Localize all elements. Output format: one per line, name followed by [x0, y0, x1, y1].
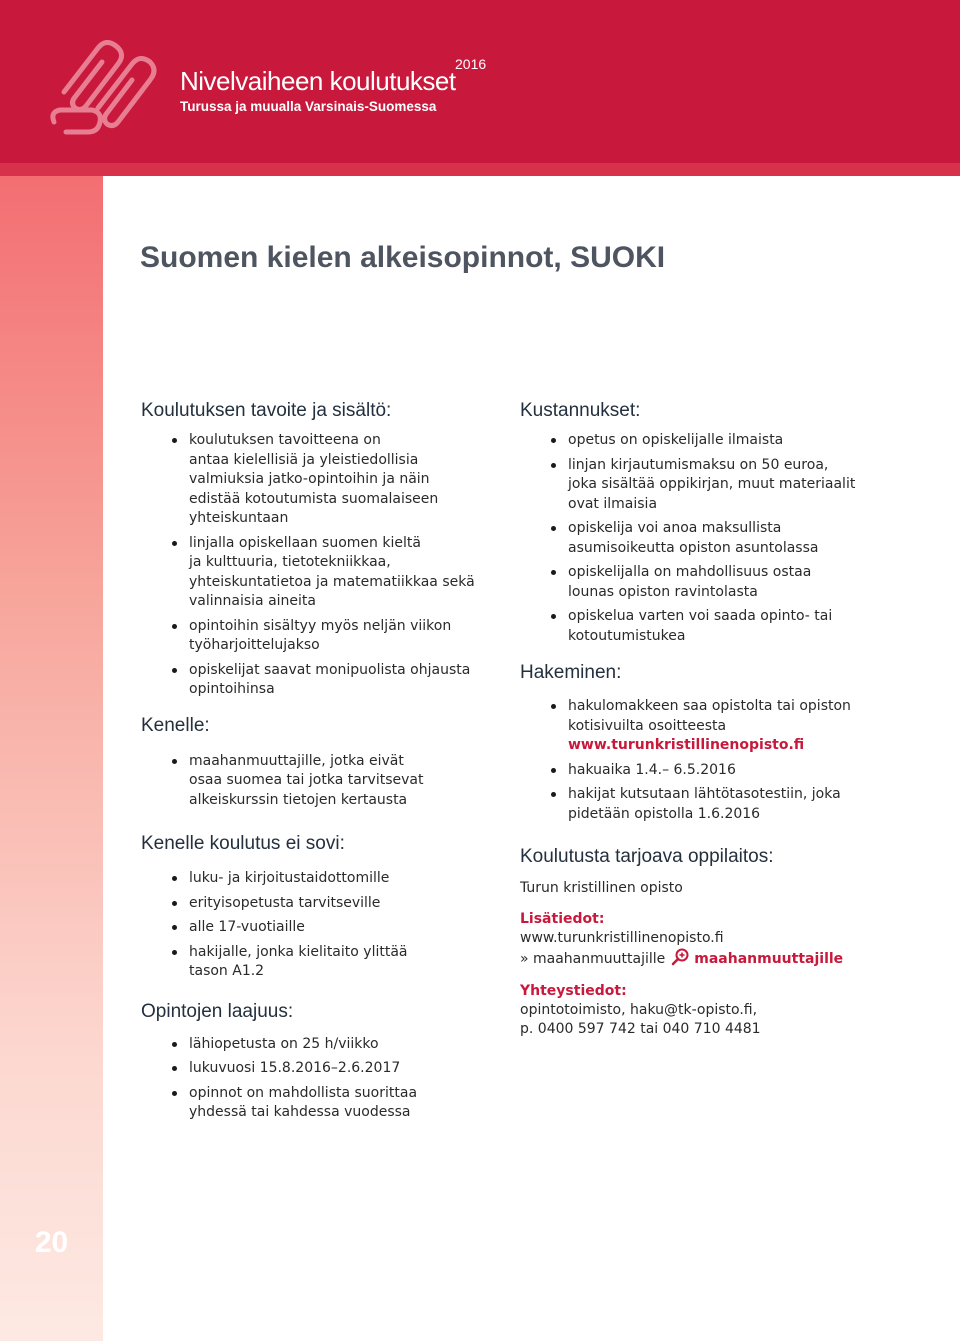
- contact-line-2: p. 0400 597 742 tai 040 710 4481: [520, 1021, 761, 1037]
- not-for-heading: Kenelle koulutus ei sovi:: [141, 833, 345, 854]
- list-item-line: hakuaika 1.4.– 6.5.2016: [568, 761, 736, 778]
- list-item-line: opinnot on mahdollista suorittaa: [189, 1084, 418, 1101]
- list-item: [141, 1035, 501, 1055]
- list-item-line: opintoihinsa: [189, 681, 275, 697]
- list-item-line: hakijat kutsutaan lähtötasotestiin, joka: [568, 786, 841, 802]
- website-link[interactable]: www.turunkristillinenopisto.fi: [568, 737, 805, 753]
- list-item-line: tason A1.2: [189, 963, 265, 979]
- list-item-line: osaa suomea tai jotka tarvitsevat: [189, 772, 424, 788]
- list-item-line: asumisoikeutta opiston asuntolassa: [568, 539, 819, 556]
- list-item-line: pidetään opistolla 1.6.2016: [568, 805, 761, 822]
- list-item-line: yhdessä tai kahdessa vuodessa: [189, 1104, 411, 1120]
- applying-list-rest: [520, 761, 940, 825]
- list-item: [520, 607, 940, 646]
- list-item-line: antaa kielellisiä ja yleistiedollisia: [189, 451, 419, 468]
- list-item: [141, 752, 501, 811]
- goal-heading: Koulutuksen tavoite ja sisältö:: [141, 400, 392, 421]
- list-item-line: yhteiskuntatietoa ja matematiikkaa sekä: [189, 573, 475, 590]
- list-item-line: yhteiskuntaan: [189, 510, 289, 526]
- target-heading: Kenelle:: [141, 714, 210, 736]
- scope-list: [141, 1035, 501, 1123]
- list-item-line: maahanmuuttajille, jotka eivät: [189, 752, 404, 769]
- list-item-line: lounas opiston ravintolasta: [568, 583, 758, 600]
- list-item-line: ovat ilmaisia: [568, 495, 658, 512]
- list-item: [141, 894, 501, 914]
- more-info-link[interactable]: maahanmuuttajille: [694, 951, 844, 967]
- scope-heading: Opintojen laajuus:: [141, 1000, 294, 1022]
- list-item-line: opiskelija voi anoa maksullista: [568, 520, 782, 536]
- header-bottom-band: [0, 163, 960, 176]
- list-item: [520, 697, 940, 756]
- list-item-line: lukuvuosi 15.8.2016–2.6.2017: [189, 1060, 401, 1076]
- list-item-line: opiskelua varten voi saada opinto- tai: [568, 608, 833, 624]
- provider-heading: Koulutusta tarjoava oppilaitos:: [520, 846, 774, 867]
- provider-name: Turun kristillinen opisto: [520, 880, 683, 896]
- list-item: [520, 431, 940, 451]
- list-item: [520, 785, 940, 824]
- list-item-text: hakulomakkeen saa opistolta tai opiston kotisivuilta osoitteesta: [568, 698, 851, 734]
- list-item: [141, 918, 501, 938]
- list-item-line: opetus on opiskelijalle ilmaista: [568, 432, 784, 448]
- page-number: 20: [34, 1226, 69, 1259]
- list-item: [141, 617, 501, 656]
- left-column: [141, 400, 501, 1123]
- list-item-line: ja kulttuuria, tietotekniikkaa,: [189, 554, 391, 570]
- target-list: [141, 752, 501, 811]
- header-banner: [0, 0, 960, 176]
- page-title: Suomen kielen alkeisopinnot, SUOKI: [140, 241, 666, 274]
- not-for-list: [141, 869, 501, 982]
- list-item: [520, 761, 940, 781]
- list-item: [520, 519, 940, 558]
- list-item: [141, 534, 501, 612]
- list-item: [141, 661, 501, 700]
- list-item: [141, 431, 501, 529]
- list-item-line: alkeiskurssin tietojen kertausta: [189, 791, 408, 808]
- applying-list: [520, 697, 940, 756]
- contact-heading: Yhteystiedot:: [520, 982, 627, 999]
- applying-heading: Hakeminen:: [520, 662, 622, 683]
- list-item-line: hakijalle, jonka kielitaito ylittää: [189, 943, 408, 960]
- side-strip: [0, 176, 103, 1341]
- list-item: [141, 869, 501, 889]
- series-title: Nivelvaiheen koulutukset: [180, 66, 456, 96]
- goal-list: [141, 431, 501, 700]
- list-item: [520, 456, 940, 515]
- list-item: [141, 943, 501, 982]
- more-info-heading: Lisätiedot:: [520, 910, 605, 927]
- costs-heading: Kustannukset:: [520, 400, 641, 421]
- paperclip-logo-icon: [46, 30, 164, 140]
- list-item-line: opiskelijat saavat monipuolista ohjausta: [189, 661, 471, 678]
- list-item-line: kotoutumistukea: [568, 627, 686, 644]
- list-item-line: luku- ja kirjoitustaidottomille: [189, 870, 390, 886]
- list-item: [141, 1059, 501, 1079]
- list-item-line: alle 17-vuotiaille: [189, 919, 305, 935]
- series-subtitle: Turussa ja muualla Varsinais-Suomessa: [180, 99, 437, 114]
- magnifier-icon: [671, 948, 691, 973]
- list-item-line: joka sisältää oppikirjan, muut materiaalit: [568, 476, 856, 492]
- list-item-line: opiskelijalla on mahdollisuus ostaa: [568, 564, 812, 580]
- right-column: [520, 400, 940, 1040]
- list-item-line: edistää kotoutumista suomalaiseen: [189, 490, 439, 507]
- list-item-line: valinnaisia aineita: [189, 593, 316, 609]
- costs-list: [520, 431, 940, 646]
- list-item: [141, 1084, 501, 1123]
- more-info-link-line: [520, 948, 940, 973]
- more-info-link-prefix[interactable]: » maahanmuuttajille: [520, 951, 666, 967]
- list-item-line: linjalla opiskellaan suomen kieltä: [189, 534, 421, 551]
- more-info-url[interactable]: www.turunkristillinenopisto.fi: [520, 929, 724, 946]
- list-item-line: erityisopetusta tarvitseville: [189, 894, 381, 911]
- contact-line-1: opintotoimisto, haku@tk-opisto.fi,: [520, 1001, 758, 1018]
- list-item-line: lähiopetusta on 25 h/viikko: [189, 1035, 379, 1052]
- list-item: [520, 563, 940, 602]
- year-label: 2016: [455, 56, 487, 72]
- list-item-line: opintoihin sisältyy myös neljän viikon: [189, 617, 452, 634]
- list-item-line: valmiuksia jatko-opintoihin ja näin: [189, 471, 430, 487]
- list-item-line: työharjoittelujakso: [189, 637, 320, 653]
- list-item-line: linjan kirjautumismaksu on 50 euroa,: [568, 456, 829, 473]
- list-item-line: koulutuksen tavoitteena on: [189, 432, 381, 448]
